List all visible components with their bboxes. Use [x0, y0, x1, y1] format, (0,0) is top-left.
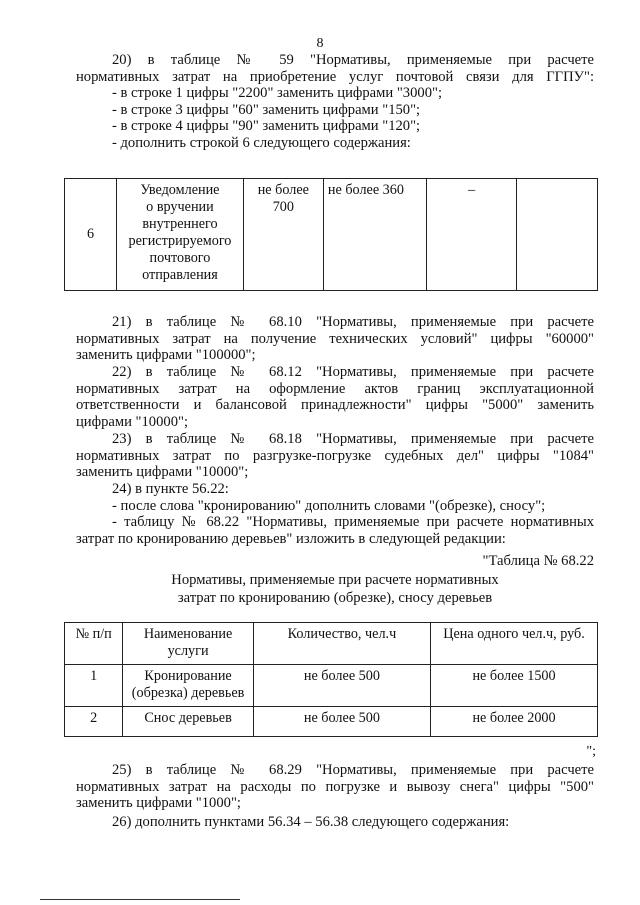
table-row	[65, 707, 598, 737]
table-68-22	[64, 622, 598, 737]
item-20-bullet-4: - дополнить строкой 6 следующего содержания:	[112, 134, 411, 151]
row-qty: не более 500	[253, 665, 430, 707]
header-name-line: услуги	[167, 643, 209, 659]
item-21	[76, 314, 594, 364]
quantity-line: не более	[257, 182, 309, 198]
item-20	[76, 52, 594, 152]
header-price: Цена одного чел.ч, руб.	[431, 623, 598, 665]
item-24-line-4: затрат по кронированию деревьев" изложить в следующей редакции:	[76, 530, 506, 547]
item-22-line-2: нормативных затрат на оформление актов границ эксплуатационной	[76, 380, 594, 397]
row-name-line: (обрезка) деревьев	[131, 685, 245, 701]
item-20-bullet-3: - в строке 4 цифры "90" заменить цифрами "120";	[112, 118, 421, 135]
service-name-line: почтового	[149, 250, 211, 266]
row-name: Снос деревьев	[123, 707, 253, 737]
row-price: не более 1500	[431, 665, 598, 707]
quantity-cell	[243, 179, 323, 291]
service-name-line: о вручении	[146, 199, 214, 215]
empty-cell	[516, 179, 597, 291]
item-22-line-1: 22) в таблице № 68.12 "Нормативы, применяемые при расчете	[112, 364, 594, 380]
dash-cell: –	[427, 179, 516, 291]
item-23-line-3: заменить цифрами "10000";	[76, 464, 249, 481]
caption-line-1: Нормативы, применяемые при расчете нормативных	[171, 572, 499, 588]
item-20-bullet-2: - в строке 3 цифры "60" заменить цифрами "150";	[112, 101, 421, 118]
row-qty: не более 500	[253, 707, 430, 737]
item-23	[76, 431, 594, 481]
caption-line-2: затрат по кронированию (обрезке), сносу деревьев	[177, 590, 493, 606]
item-25	[76, 762, 594, 812]
item-20-bullet-1: - в строке 1 цифры "2200" заменить цифрами "3000";	[112, 85, 443, 102]
item-22	[76, 364, 594, 430]
item-22-line-3: ответственности и балансовой принадлежности" цифры "5000" заменить	[76, 397, 594, 414]
row-name	[123, 665, 253, 707]
row-num: 2	[65, 707, 123, 737]
row-number: 6	[65, 179, 117, 291]
header-qty: Количество, чел.ч	[253, 623, 430, 665]
item-21-line-2: нормативных затрат на получение технических условий" цифры "60000"	[76, 330, 594, 347]
item-20-line-1: 20) в таблице № 59 "Нормативы, применяемые при расчете	[112, 52, 594, 68]
row-num: 1	[65, 665, 123, 707]
item-25-line-1: 25) в таблице № 68.29 "Нормативы, применяемые при расчете	[112, 762, 594, 778]
limit-cell: не более 360	[323, 179, 427, 291]
item-21-line-1: 21) в таблице № 68.10 "Нормативы, применяемые при расчете	[112, 314, 594, 330]
header-num: № п/п	[65, 623, 123, 665]
item-26-line-1: 26) дополнить пунктами 56.34 – 56.38 следующего содержания:	[112, 814, 510, 830]
item-24-line-2: - после слова "кронированию" дополнить словами "(обрезке), сносу";	[112, 497, 546, 514]
table-59-row-6	[64, 178, 598, 291]
item-26	[76, 814, 594, 831]
item-25-line-2: нормативных затрат на расходы по погрузке и вывозу снега" цифры "500"	[76, 778, 594, 795]
item-25-line-3: заменить цифрами "1000";	[76, 795, 241, 812]
table-header-row	[65, 623, 598, 665]
service-name	[117, 179, 244, 291]
item-21-line-3: заменить цифрами "100000";	[76, 347, 256, 364]
header-name-line: Наименование	[143, 626, 233, 642]
service-name-line: регистрируемого	[128, 233, 232, 249]
item-22-line-4: цифрами "10000";	[76, 413, 188, 430]
item-24-line-3: - таблицу № 68.22 "Нормативы, применяемые при расчете нормативных	[112, 514, 594, 531]
header-name	[123, 623, 253, 665]
service-name-line: Уведомление	[140, 182, 220, 198]
service-name-line: отправления	[142, 267, 218, 283]
row-price: не более 2000	[431, 707, 598, 737]
service-name-line: внутреннего	[142, 216, 218, 232]
table-row	[65, 179, 598, 291]
table-row	[65, 665, 598, 707]
item-23-line-2: нормативных затрат по разгрузке-погрузке судебных дел" цифры "1084"	[76, 447, 594, 464]
quantity-line: 700	[272, 199, 294, 215]
item-24	[76, 481, 594, 547]
row-name-line: Кронирование	[144, 668, 232, 684]
item-24-line-1: 24) в пункте 56.22:	[112, 481, 229, 497]
footnote-divider	[40, 899, 240, 900]
item-20-line-2: нормативных затрат на приобретение услуг почтовой связи для ГГПУ":	[76, 68, 594, 85]
table-caption	[76, 571, 594, 607]
table-label: "Таблица № 68.22	[482, 553, 594, 569]
page-number: 8	[316, 36, 324, 51]
item-23-line-1: 23) в таблице № 68.18 "Нормативы, применяемые при расчете	[112, 431, 594, 447]
closing-quote: ";	[586, 744, 596, 759]
